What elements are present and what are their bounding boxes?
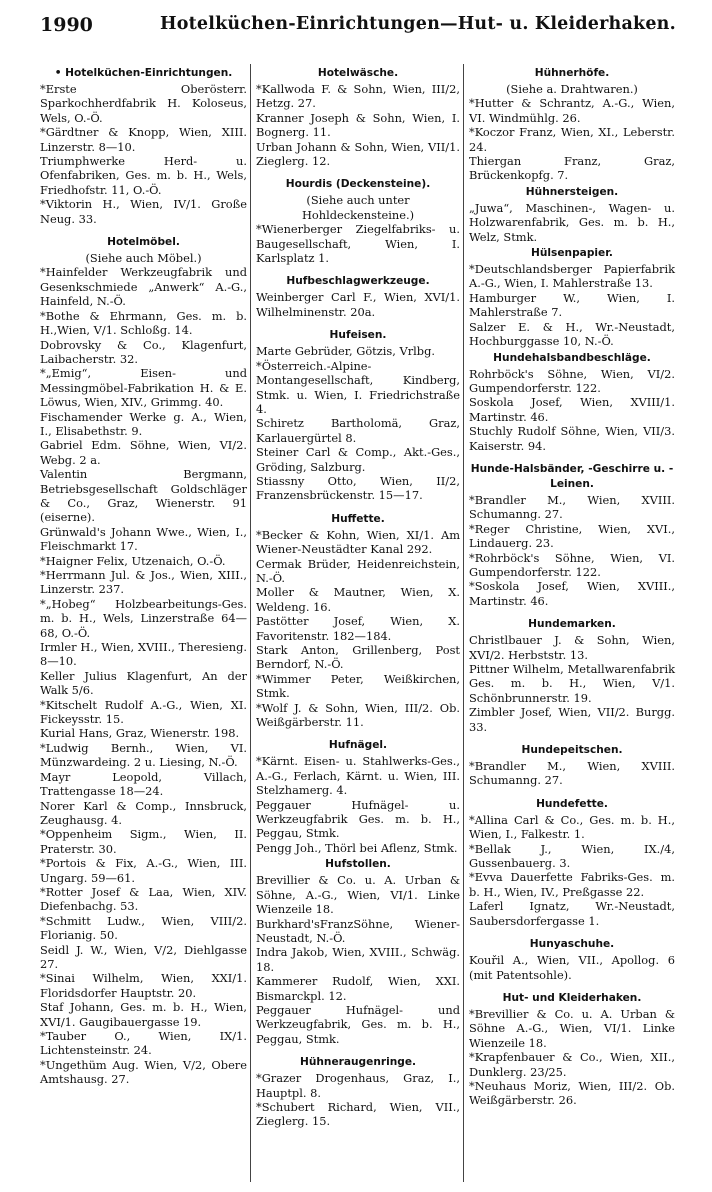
section-heading: Hotelwäsche. [317,67,399,79]
directory-entry: Valentin Bergmann, Betriebsgesellschaft Goldschläger & Co., Graz, Wienerstr. 91 (eiserne). [40,467,247,525]
directory-entry: Weinberger Carl F., Wien, XVI/1. Wilhelminenstr. 20a. [256,290,460,319]
directory-entry: Kurial Hans, Graz, Wienerstr. 198. [40,726,240,741]
directory-entry: Urban Johann & Sohn, Wien, VII/1. Zieglerg. 12. [256,139,460,169]
column-3 [469,64,675,1108]
directory-entry: *Krapfenbauer & Co., Wien, XII., Dunklerg. 23/25. [469,1050,675,1079]
directory-entry: Mayr Leopold, Villach, Trattengasse 18—24. [40,769,247,799]
directory-entry: Staf Johann, Ges. m. b. H., Wien, XVI/1. Gaugibauergasse 19. [40,1000,247,1029]
directory-entry: *„Hobeg“ Holzbearbeitungs-Ges. m. b. H., Wels, Linzerstraße 64—68, O.-Ö. [40,596,247,640]
section-heading: Hunde-Halsbänder, -Geschirre u. -Leinen. [470,462,674,490]
section-heading: Hühneraugenringe. [299,1056,417,1069]
directory-entry: *Kallwoda F. & Sohn, Wien, III/2, Hetzg. 27. [256,82,460,111]
directory-entry: *Rotter Josef & Laa, Wien, XIV. Diefenbachg. 53. [40,884,247,914]
directory-entry: *Oppenheim Sigm., Wien, II. Praterstr. 30. [40,827,247,856]
section-heading: Hotelmöbel. [107,236,180,249]
directory-entry: *Österreich.-Alpine-Montangesellschaft, Kindberg, Stmk. u. Wien, I. Friedrichstraße 4. [256,358,460,416]
directory-entry: *Hainfelder Werkzeugfabrik und Gesenkschmiede „Anwerk“ A.-G., Hainfeld, N.-Ö. [40,265,247,309]
directory-entry: Soskola Josef, Wien, XVIII/1. Martinstr. 46. [469,395,675,424]
directory-entry: Rohrböck's Söhne, Wien, VI/2. Gumpendorferstr. 122. [469,366,675,395]
directory-entry: *Schmitt Ludw., Wien, VIII/2. Florianig. 50. [40,913,247,943]
directory-entry: Gabriel Edm. Söhne, Wien, VI/2. Webg. 2 a. [40,438,247,467]
section-heading: Hufnägel. [328,739,388,752]
directory-entry: *„Emig“, Eisen- und Messingmöbel-Fabrikation H. & E. Löwus, Wien, XIV., Grimmg. 40. [40,366,247,410]
directory-entry: Pengg Joh., Thörl bei Aflenz, Stmk. [256,840,458,855]
directory-entry: Stuchly Rudolf Söhne, Wien, VII/3. Kaiserstr. 94. [469,424,675,453]
directory-entry: Marte Gebrüder, Götzis, Vrlbg. [256,344,436,359]
directory-entry: Hamburger W., Wien, I. Mahlerstraße 7. [469,290,675,320]
directory-entry: *Brandler M., Wien, XVIII. Schumanng. 27. [469,759,675,788]
directory-entry: *Ungethüm Aug. Wien, V/2, Obere Amtshausg. 27. [40,1057,247,1087]
directory-entry: Stark Anton, Grillenberg, Post Berndorf, N.-Ö. [256,643,460,672]
directory-entry: Stiassny Otto, Wien, II/2, Franzensbrückenstr. 15—17. [256,473,460,503]
page-number: 1990 [40,14,93,36]
directory-entry: *Tauber O., Wien, IX/1. Lichtensteinstr. 24. [40,1029,247,1058]
directory-entry: *Haigner Felix, Utzenaich, O.-Ö. [40,553,226,568]
directory-entry: *Portois & Fix, A.-G., Wien, III. Ungarg. 59—61. [40,856,247,885]
directory-entry: Triumphwerke Herd- u. Ofenfabriken, Ges. m. b. H., Wels, Friedhofstr. 11, O.-Ö. [40,154,247,197]
directory-entry: Cermak Brüder, Heidenreichstein, N.-Ö. [256,556,460,585]
directory-entry: Steiner Carl & Comp., Akt.-Ges., Gröding, Salzburg. [256,445,460,474]
directory-entry: *Erste Oberösterr. Sparkochherdfabrik H. Koloseus, Wels, O.-Ö. [40,82,247,125]
section-heading: Hundehalsbandbeschläge. [493,351,651,364]
directory-entry: Kranner Joseph & Sohn, Wien, I. Bognerg. 11. [256,110,460,140]
column-divider [463,64,464,1182]
directory-entry: Schiretz Bartholomä, Graz, Karlauergürtel 8. [256,416,460,445]
directory-entry: *Bothe & Ehrmann, Ges. m. b. H.,Wien, V/1. Schloßg. 14. [40,308,247,338]
section-heading: Hülsenpapier. [531,247,613,260]
directory-entry: *Evva Dauerfette Fabriks-Ges. m. b. H., Wien, IV., Preßgasse 22. [469,870,675,899]
directory-entry: *Neuhaus Moriz, Wien, III/2. Ob. Weißgärberstr. 26. [469,1078,675,1108]
directory-entry: *Kärnt. Eisen- u. Stahlwerks-Ges., A.-G., Ferlach, Kärnt. u. Wien, III. Stelzhamerg. 4. [256,754,460,798]
directory-entry: „Juwa“, Maschinen-, Wagen- u. Holzwarenfabrik, Ges. m. b. H., Welz, Stmk. [469,200,675,244]
directory-entry: Pittner Wilhelm, Metallwarenfabrik Ges. m. b. H., Wien, V/1. Schönbrunnerstr. 19. [469,662,675,705]
directory-entry: *Becker & Kohn, Wien, XI/1. Am Wiener-Neustädter Kanal 292. [256,527,460,557]
directory-entry: *Wimmer Peter, Weißkirchen, Stmk. [256,671,460,701]
directory-entry: Brevillier & Co. u. A. Urban & Söhne, A.-G., Wien, VI/1. Linke Wienzeile 18. [256,873,460,917]
directory-entry: Burkhard'sFranzSöhne, Wiener-Neustadt, N.-Ö. [256,916,460,945]
directory-entry: Dobrovsky & Co., Klagenfurt, Laibacherstr. 32. [40,337,247,366]
directory-entry: Thiergan Franz, Graz, Brückenkopfg. 7. [469,154,675,183]
directory-entry: Christlbauer J. & Sohn, Wien, XVI/2. Herbststr. 13. [469,633,675,662]
directory-entry: Irmler H., Wien, XVIII., Theresieng. 8—10. [40,640,247,669]
column-1 [40,64,247,1087]
directory-entry: Salzer E. & H., Wr.-Neustadt, Hochburggasse 10, N.-Ö. [469,319,675,349]
section-note: (Siehe auch Möbel.) [85,251,202,266]
page-header [40,14,688,44]
directory-entry: Grünwald's Johann Wwe., Wien, I., Fleischmarkt 17. [40,524,247,554]
directory-entry: Zimbler Josef, Wien, VII/2. Burgg. 33. [469,705,675,734]
directory-entry: Kouřil A., Wien, VII., Apollog. 6 (mit Patentsohle). [469,953,675,982]
directory-entry: *Ludwig Bernh., Wien, VI. Münzwardeing. 2 u. Liesing, N.-Ö. [40,740,247,770]
section-heading: • Hotelküchen-Einrichtungen. [54,67,233,79]
directory-entry: Peggauer Hufnägel- u. Werkzeugfabrik Ges. m. b. H., Peggau, Stmk. [256,797,460,841]
section-heading: Hundemarken. [528,618,616,631]
directory-entry: Norer Karl & Comp., Innsbruck, Zeughausg. 4. [40,798,247,827]
directory-entry: *Grazer Drogenhaus, Graz, I., Hauptpl. 8. [256,1071,460,1100]
section-heading: Hühnersteigen. [525,185,619,198]
directory-entry: Seidl J. W., Wien, V/2, Diehlgasse 27. [40,942,247,971]
page-title: Hotelküchen-Einrichtungen—Hut- u. Kleiderhaken. [160,14,676,34]
directory-entry: *Gärdtner & Knopp, Wien, XIII. Linzerstr. 8—10. [40,125,247,154]
section-heading: Hufbeschlagwerkzeuge. [286,275,430,288]
directory-entry: *Viktorin H., Wien, IV/1. Große Neug. 33. [40,197,247,226]
directory-entry: Pastötter Josef, Wien, X. Favoritenstr. 182—184. [256,614,460,643]
directory-entry: *Kitschelt Rudolf A.-G., Wien, XI. Fickeysstr. 15. [40,697,247,727]
directory-entry: Peggauer Hufnägel- und Werkzeugfabrik, Ges. m. b. H., Peggau, Stmk. [256,1002,460,1046]
directory-entry: *Sinai Wilhelm, Wien, XXI/1. Floridsdorfer Hauptstr. 20. [40,971,247,1000]
directory-entry: Fischamender Werke g. A., Wien, I., Elisabethstr. 9. [40,409,247,438]
directory-entry: *Allina Carl & Co., Ges. m. b. H., Wien, I., Falkestr. 1. [469,812,675,842]
section-heading: Hühnerhöfe. [534,67,610,79]
directory-entry: *Soskola Josef, Wien, XVIII., Martinstr. 46. [469,579,675,608]
section-heading: Hundepeitschen. [521,744,623,757]
section-heading: Hundefette. [536,797,608,810]
directory-entry: *Rohrböck's Söhne, Wien, VI. Gumpendorferstr. 122. [469,550,675,579]
directory-entry: *Brandler M., Wien, XVIII. Schumanng. 27. [469,492,675,522]
directory-entry: *Wienerberger Ziegelfabriks- u. Baugesellschaft, Wien, I. Karlsplatz 1. [256,222,460,266]
section-heading: Huffette. [331,512,385,525]
directory-entry: Indra Jakob, Wien, XVIII., Schwäg. 18. [256,945,460,974]
section-heading: Hourdis (Deckensteine). [285,178,431,191]
directory-entry: Kammerer Rudolf, Wien, XXI. Bismarckpl. 12. [256,974,460,1003]
directory-entry: *Koczor Franz, Wien, XI., Leberstr. 24. [469,125,675,154]
section-note: (Siehe auch unter Hohldeckensteine.) [301,193,415,222]
directory-entry: Moller & Mautner, Wien, X. Weldeng. 16. [256,585,460,614]
directory-entry: Keller Julius Klagenfurt, An der Walk 5/6. [40,668,247,698]
directory-entry: *Wolf J. & Sohn, Wien, III/2. Ob. Weißgärberstr. 11. [256,700,460,730]
directory-entry: *Hutter & Schrantz, A.-G., Wien, VI. Windmühlg. 26. [469,96,675,125]
column-2 [256,64,460,1129]
section-note: (Siehe a. Drahtwaren.) [506,82,638,96]
directory-entry: *Brevillier & Co. u. A. Urban & Söhne A.-G., Wien, VI/1. Linke Wienzeile 18. [469,1006,675,1050]
directory-entry: Laferl Ignatz, Wr.-Neustadt, Saubersdorfergasse 1. [469,899,675,928]
directory-entry: *Bellak J., Wien, IX./4, Gussenbauerg. 3. [469,841,675,871]
directory-entry: *Schubert Richard, Wien, VII., Zieglerg. 15. [256,1099,460,1129]
section-heading: Hunyaschuhe. [529,938,615,951]
directory-entry: *Reger Christine, Wien, XVI., Lindauerg. 23. [469,521,675,551]
directory-entry: *Herrmann Jul. & Jos., Wien, XIII., Linzerstr. 237. [40,568,247,597]
section-heading: Hufstollen. [325,858,391,871]
section-heading: Hut- und Kleiderhaken. [502,991,642,1004]
directory-entry: *Deutschlandsberger Papierfabrik A.-G., Wien, I. Mahlerstraße 13. [469,262,675,291]
section-heading: Hufeisen. [329,329,387,342]
column-divider [250,64,251,1182]
